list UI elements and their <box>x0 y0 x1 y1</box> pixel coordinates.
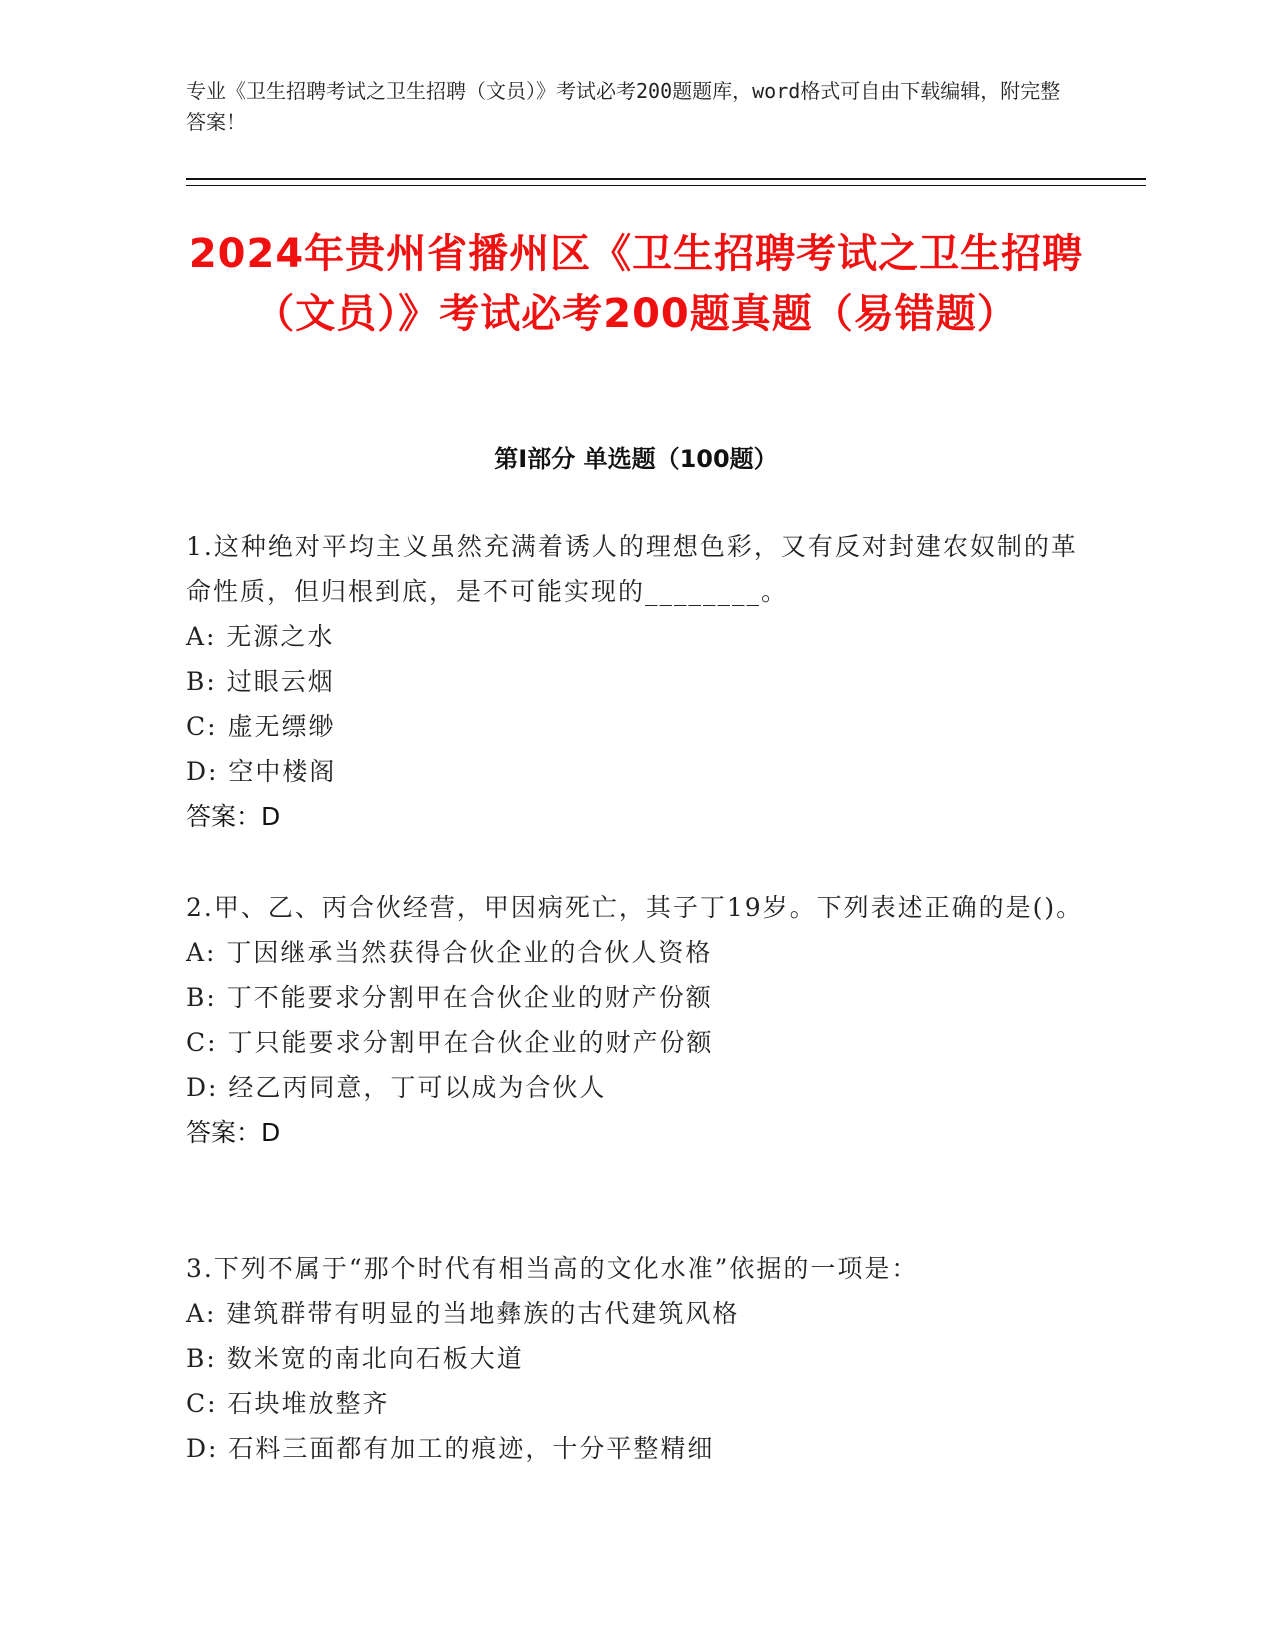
question-1 <box>186 524 1086 839</box>
option-a: A: 建筑群带有明显的当地彝族的古代建筑风格 <box>186 1299 740 1328</box>
question-stem: 2.甲、乙、丙合伙经营，甲因病死亡，其子丁19岁。下列表述正确的是()。 <box>186 893 1084 922</box>
section-heading: 第I部分 单选题（100题） <box>494 445 778 473</box>
option-c: C: 石块堆放整齐 <box>186 1389 390 1418</box>
document-title: 2024年贵州省播州区《卫生招聘考试之卫生招聘（文员）》考试必考200题真题（易错题） <box>188 231 1084 337</box>
option-d: D: 空中楼阁 <box>186 757 337 786</box>
question-stem: 3.下列不属于“那个时代有相当高的文化水准”依据的一项是： <box>186 1254 919 1283</box>
option-c: C: 虚无缥缈 <box>186 712 336 741</box>
question-3 <box>186 1246 1086 1471</box>
header-rule-thick <box>186 178 1146 180</box>
answer: 答案：D <box>186 1118 281 1147</box>
header-note: 专业《卫生招聘考试之卫生招聘（文员）》考试必考200题题库，word格式可自由下载编辑，附完整答案！ <box>186 79 1061 134</box>
question-2 <box>186 885 1086 1155</box>
option-d: D: 石料三面都有加工的痕迹，十分平整精细 <box>186 1434 715 1463</box>
option-a: A: 无源之水 <box>186 622 335 651</box>
option-b: B: 数米宽的南北向石板大道 <box>186 1344 524 1373</box>
option-d: D: 经乙丙同意，丁可以成为合伙人 <box>186 1073 607 1102</box>
answer: 答案：D <box>186 802 281 831</box>
option-c: C: 丁只能要求分割甲在合伙企业的财产份额 <box>186 1028 714 1057</box>
question-stem: 1.这种绝对平均主义虽然充满着诱人的理想色彩，又有反对封建农奴制的革命性质，但归根到底，是不可能实现的________。 <box>186 532 1078 606</box>
option-b: B: 丁不能要求分割甲在合伙企业的财产份额 <box>186 983 713 1012</box>
option-a: A: 丁因继承当然获得合伙企业的合伙人资格 <box>186 938 713 967</box>
header-rule-thin <box>186 185 1146 186</box>
option-b: B: 过眼云烟 <box>186 667 335 696</box>
